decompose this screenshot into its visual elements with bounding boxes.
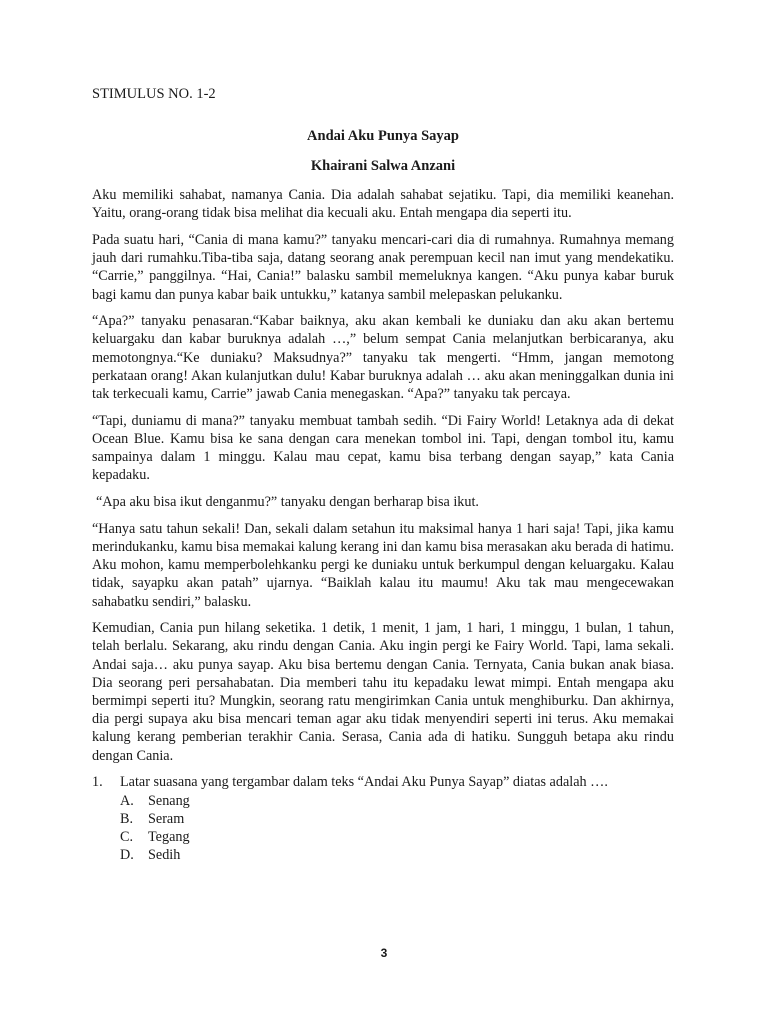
answer-options — [120, 792, 674, 865]
question-number: 1. — [92, 774, 103, 791]
stimulus-label: STIMULUS NO. 1-2 — [92, 86, 216, 102]
option-d — [120, 846, 674, 864]
paragraph-6: “Hanya satu tahun sekali! Dan, sekali dalam setahun itu maksimal hanya 1 hari saja! Tapi, jika kamu merindukanku, kamu bisa memakai kalung kerang ini dan kamu bisa merasakan aku berada di hatimu. Aku mohon, kamu memperbolehkanku pergi ke duniaku untuk berkumpul dengan keluargaku. Kalau tidak, sayapku akan patah” ujarnya. “Baiklah kalau itu maumu! Aku tak mau mengecewakan sahabatku sendiri,” balasku. — [92, 520, 674, 610]
option-text: Senang — [148, 792, 190, 809]
story-author: Khairani Salwa Anzani — [310, 158, 456, 174]
paragraph-5: “Apa aku bisa ikut denganmu?” tanyaku dengan berharap bisa ikut. — [96, 494, 479, 511]
option-text: Seram — [148, 810, 185, 827]
paragraph-4: “Tapi, duniamu di mana?” tanyaku membuat tambah sedih. “Di Fairy World! Letaknya ada di dekat Ocean Blue. Kamu bisa ke sana dengan cara menekan tombol ini. Tapi, dengan tombol itu, kamu sampainya dalam 1 minggu. Kalau mau cepat, kamu bisa terbang dengan sayap,” kata Cania kepadaku. — [92, 412, 674, 484]
option-letter: A. — [120, 792, 134, 809]
option-a — [120, 792, 674, 810]
question-text: Latar suasana yang tergambar dalam teks “Andai Aku Punya Sayap” diatas adalah …. — [120, 774, 608, 791]
paragraph-1: Aku memiliki sahabat, namanya Cania. Dia adalah sahabat sejatiku. Tapi, dia memiliki keanehan. Yaitu, orang-orang tidak bisa melihat dia kecuali aku. Entah mengapa dia seperti itu. — [92, 187, 674, 222]
document-content — [92, 86, 674, 864]
option-letter: D. — [120, 847, 134, 864]
option-b — [120, 810, 674, 828]
question-line — [92, 773, 674, 791]
page-number: 3 — [380, 946, 388, 960]
option-letter: B. — [120, 810, 134, 827]
option-text: Sedih — [148, 847, 181, 864]
question-1 — [92, 773, 674, 864]
paragraph-3: “Apa?” tanyaku penasaran.“Kabar baiknya, aku akan kembali ke duniaku dan aku akan bertemu keluargaku dan kabar buruknya adalah …,” belum sempat Cania melanjutkan berbicaranya, aku memotongnya.“Ke duniaku? Maksudnya?” tanyaku tak mengerti. “Hmm, jangan memotong perkataan orang! Akan kulanjutkan dulu! Kabar buruknya adalah … aku akan meninggalkan dunia ini tak terkecuali kamu, Carrie” jawab Cania menegaskan. “Apa?” tanyaku tak percaya. — [92, 313, 674, 403]
paragraph-7: Kemudian, Cania pun hilang seketika. 1 detik, 1 menit, 1 jam, 1 hari, 1 minggu, 1 bulan, 1 tahun, telah berlalu. Sekarang, aku rindu dengan Cania. Aku ingin pergi ke Fairy World. Tapi, lama sekali. Andai saja… aku punya sayap. Aku bisa bertemu dengan Cania. Ternyata, Cania bukan anak biasa. Dia seorang peri persahabatan. Dia memberi tahu itu kepadaku lewat mimpi. Entah mengapa aku bermimpi seperti itu? Mungkin, seorang ratu mengirimkan Cania untuk menghiburku. Dan akhirnya, dia pergi supaya aku bisa mencari teman agar aku tidak menyendiri seperti ini terus. Aku memakai kalung kerang pemberian terakhir Cania. Serasa, Cania ada di hatiku. Sungguh betapa aku rindu dengan Cania. — [92, 620, 674, 764]
paragraph-2: Pada suatu hari, “Cania di mana kamu?” tanyaku mencari-cari dia di rumahnya. Rumahnya memang jauh dari rumahku.Tiba-tiba saja, datang seorang anak perempuan kecil nan imut yang mendekatiku. “Carrie,” panggilnya. “Hai, Cania!” balasku sambil memeluknya kangen. “Aku punya kabar buruk bagi kamu dan punya kabar baik untukku,” katanya sambil melepaskan pelukanku. — [92, 231, 674, 303]
option-letter: C. — [120, 829, 134, 845]
option-c — [120, 828, 674, 846]
option-text: Tegang — [148, 829, 190, 845]
story-title: Andai Aku Punya Sayap — [307, 128, 459, 144]
